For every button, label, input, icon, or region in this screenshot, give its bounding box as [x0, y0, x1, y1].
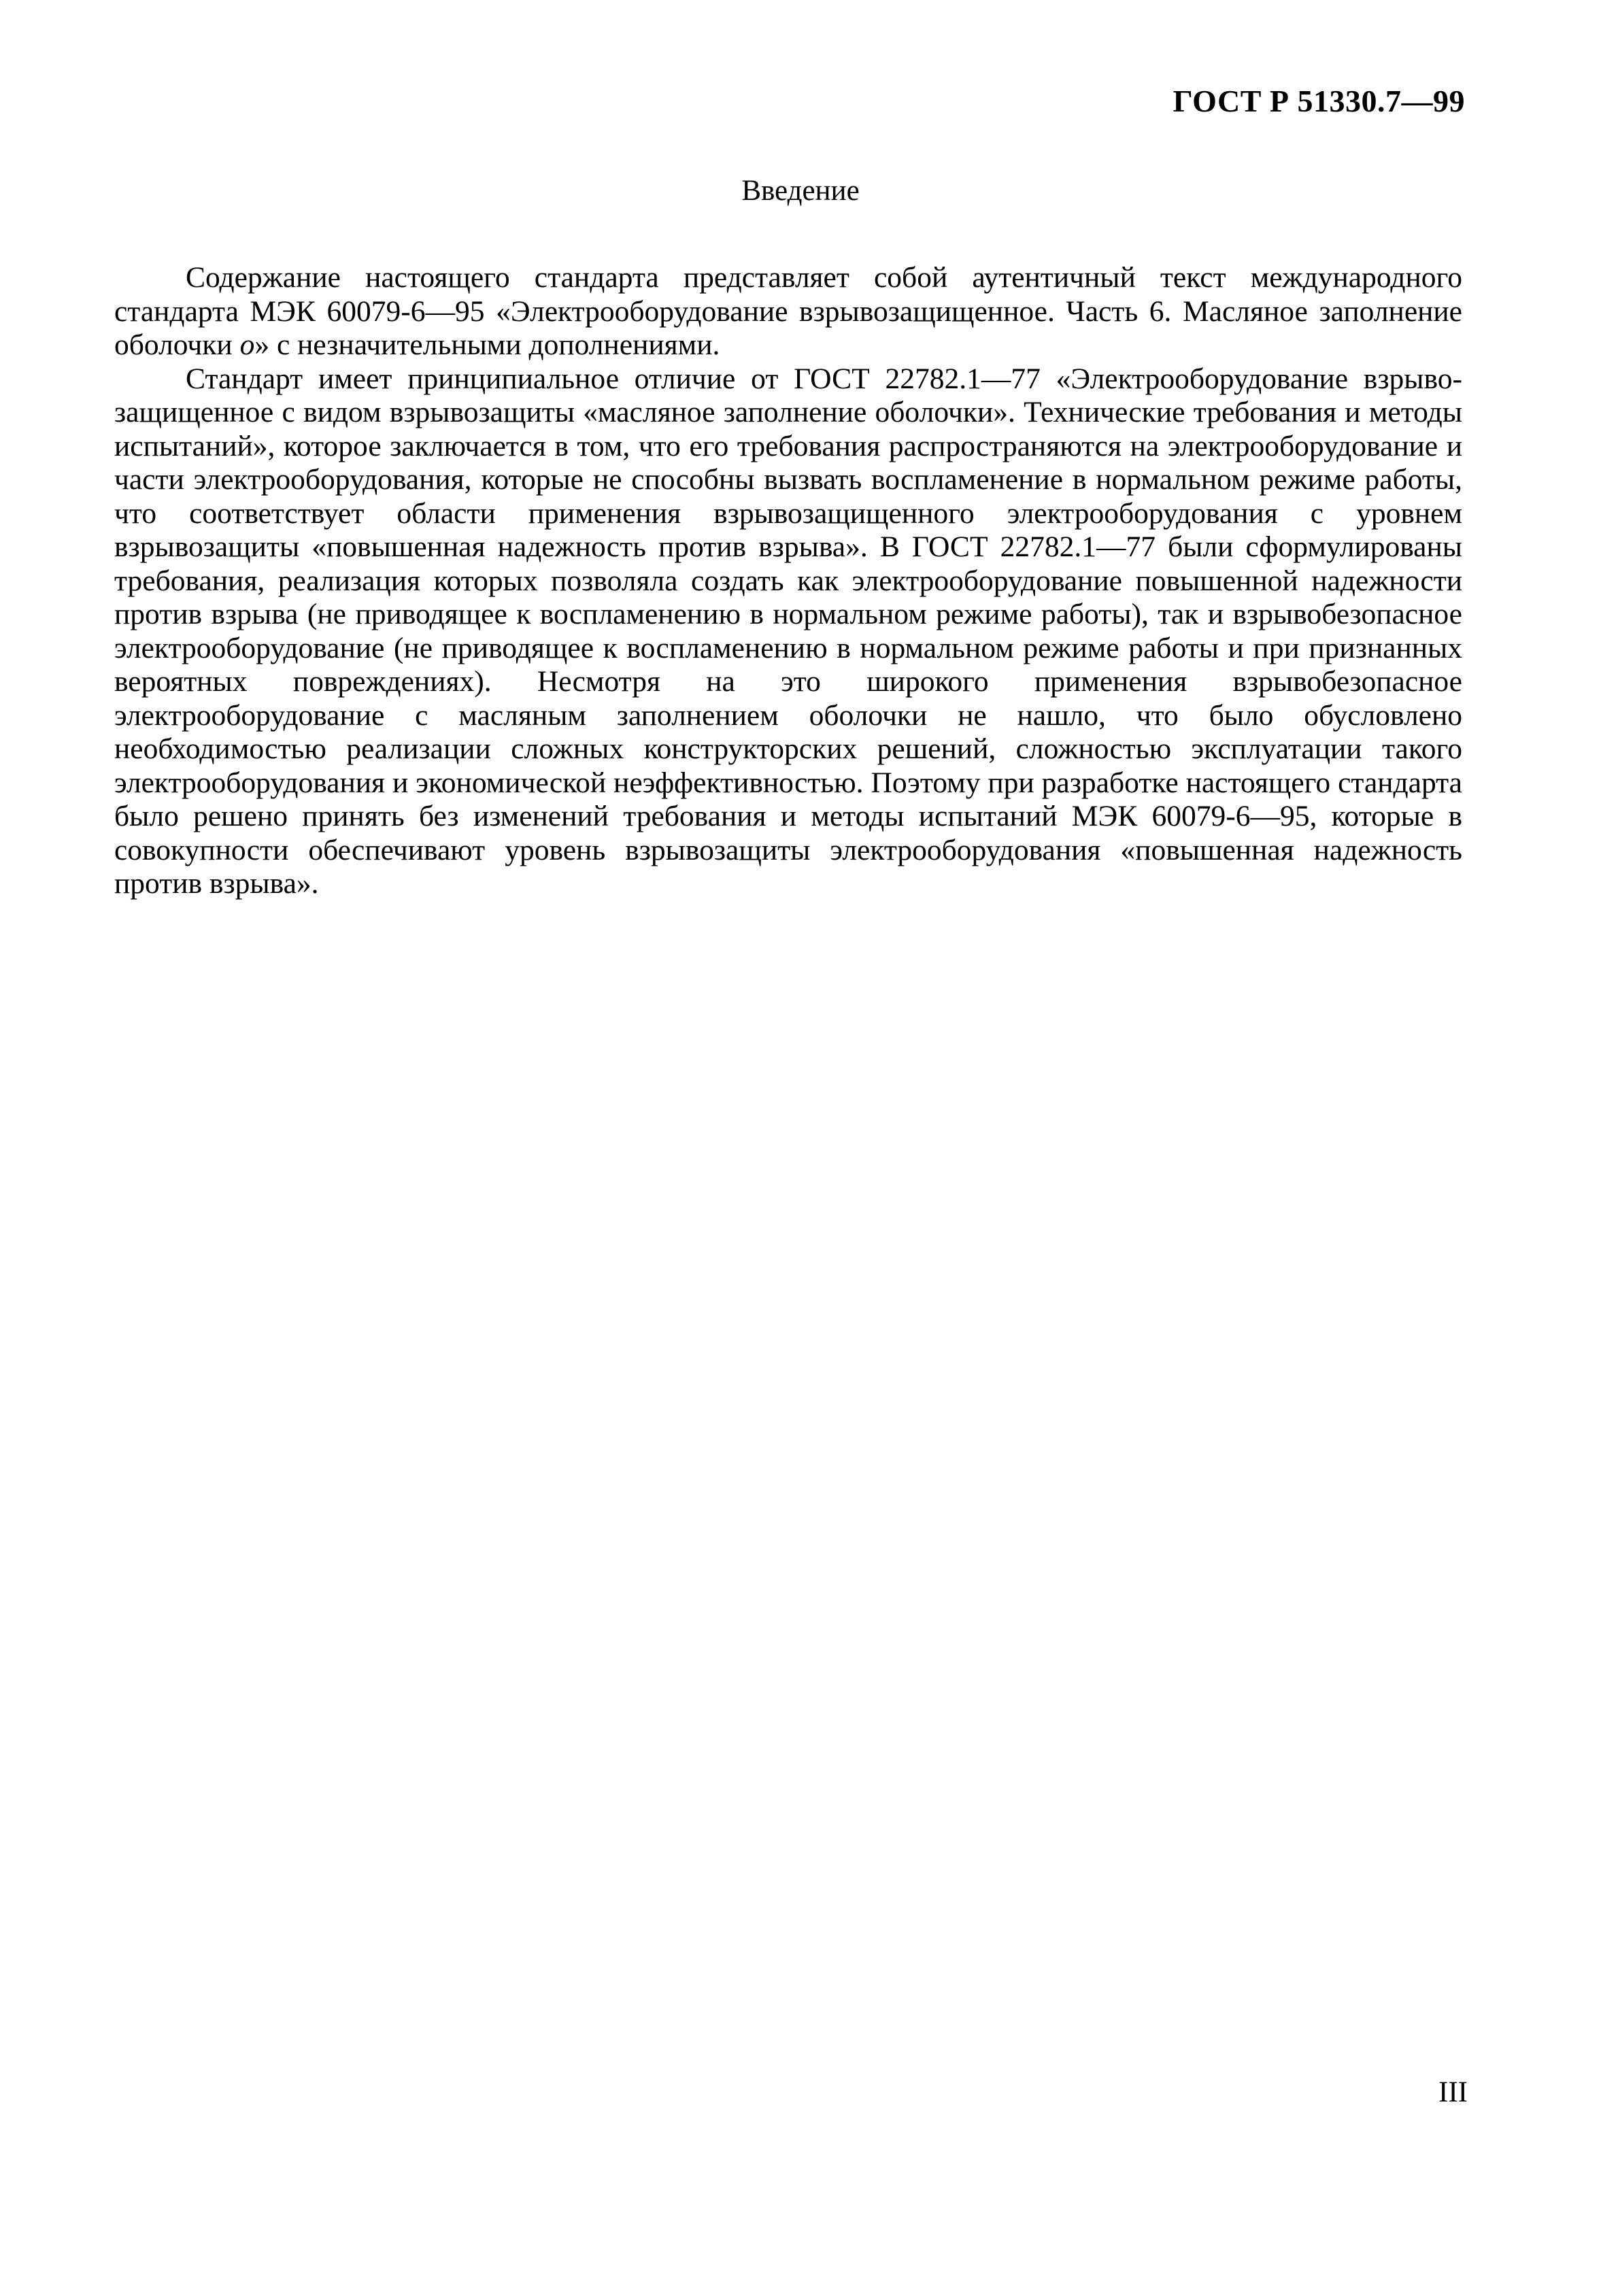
section-title: Введение: [741, 175, 860, 207]
paragraph-2: Стандарт имеет принципиальное отличие от ГОСТ 22782.1—77 «Электрооборудование взрывозащищенное с видом взрывозащиты «масляное заполнение оболочки». Технические требования и методы испытаний», которое заключается в том, что его требования распространяются на электрооборудование и части электрооборудования, которые не способны вызвать воспламенение в нормальном режиме работы, что соответствует области применения взрывозащищенного электрооборудования с уровнем взрывозащиты «повышенная надежность против взрыва». В ГОСТ 22782.1—77 были сформулированы требования, реализация которых позволяла создать как электрооборудование повышенной надежности против взрыва (не приводящее к воспламенению в нормальном режиме работы), так и взрывобезопасное электрооборудование (не приводящее к воспламенению в нормальном режиме работы и при признанных вероятных повреждениях). Несмотря на это широкого применения взрывобезопасное электрооборудование с масляным заполнением оболочки не нашло, что было обусловлено необходимостью реализации сложных конструкторских решений, сложностью эксплуатации такого электрооборудования и экономической неэффективностью. Поэтому при разработке настоящего стандарта было решено принять без изменений требования и методы испытаний МЭК 60079-6—95, которые в совокупности обеспечивают уровень взрывозащиты электрооборудования «повышенная надежность против взрыва».: [114, 362, 1462, 900]
page-number: III: [1438, 2076, 1468, 2108]
paragraph-1: [114, 261, 1462, 362]
document-code: ГОСТ Р 51330.7—99: [1173, 84, 1465, 118]
paragraph-1-text-end: » с незначительными дополнениями.: [254, 328, 720, 361]
body-text: [114, 261, 1462, 901]
paragraph-1-text-start: Содержание настоящего стандарта представляет собой аутентичный текст международного стандарта МЭК 60079-6—95 «Электрооборудование взрывозащищенное. Часть 6. Масляное заполнение оболочки: [114, 261, 1462, 361]
paragraph-1-italic: о: [239, 328, 255, 361]
